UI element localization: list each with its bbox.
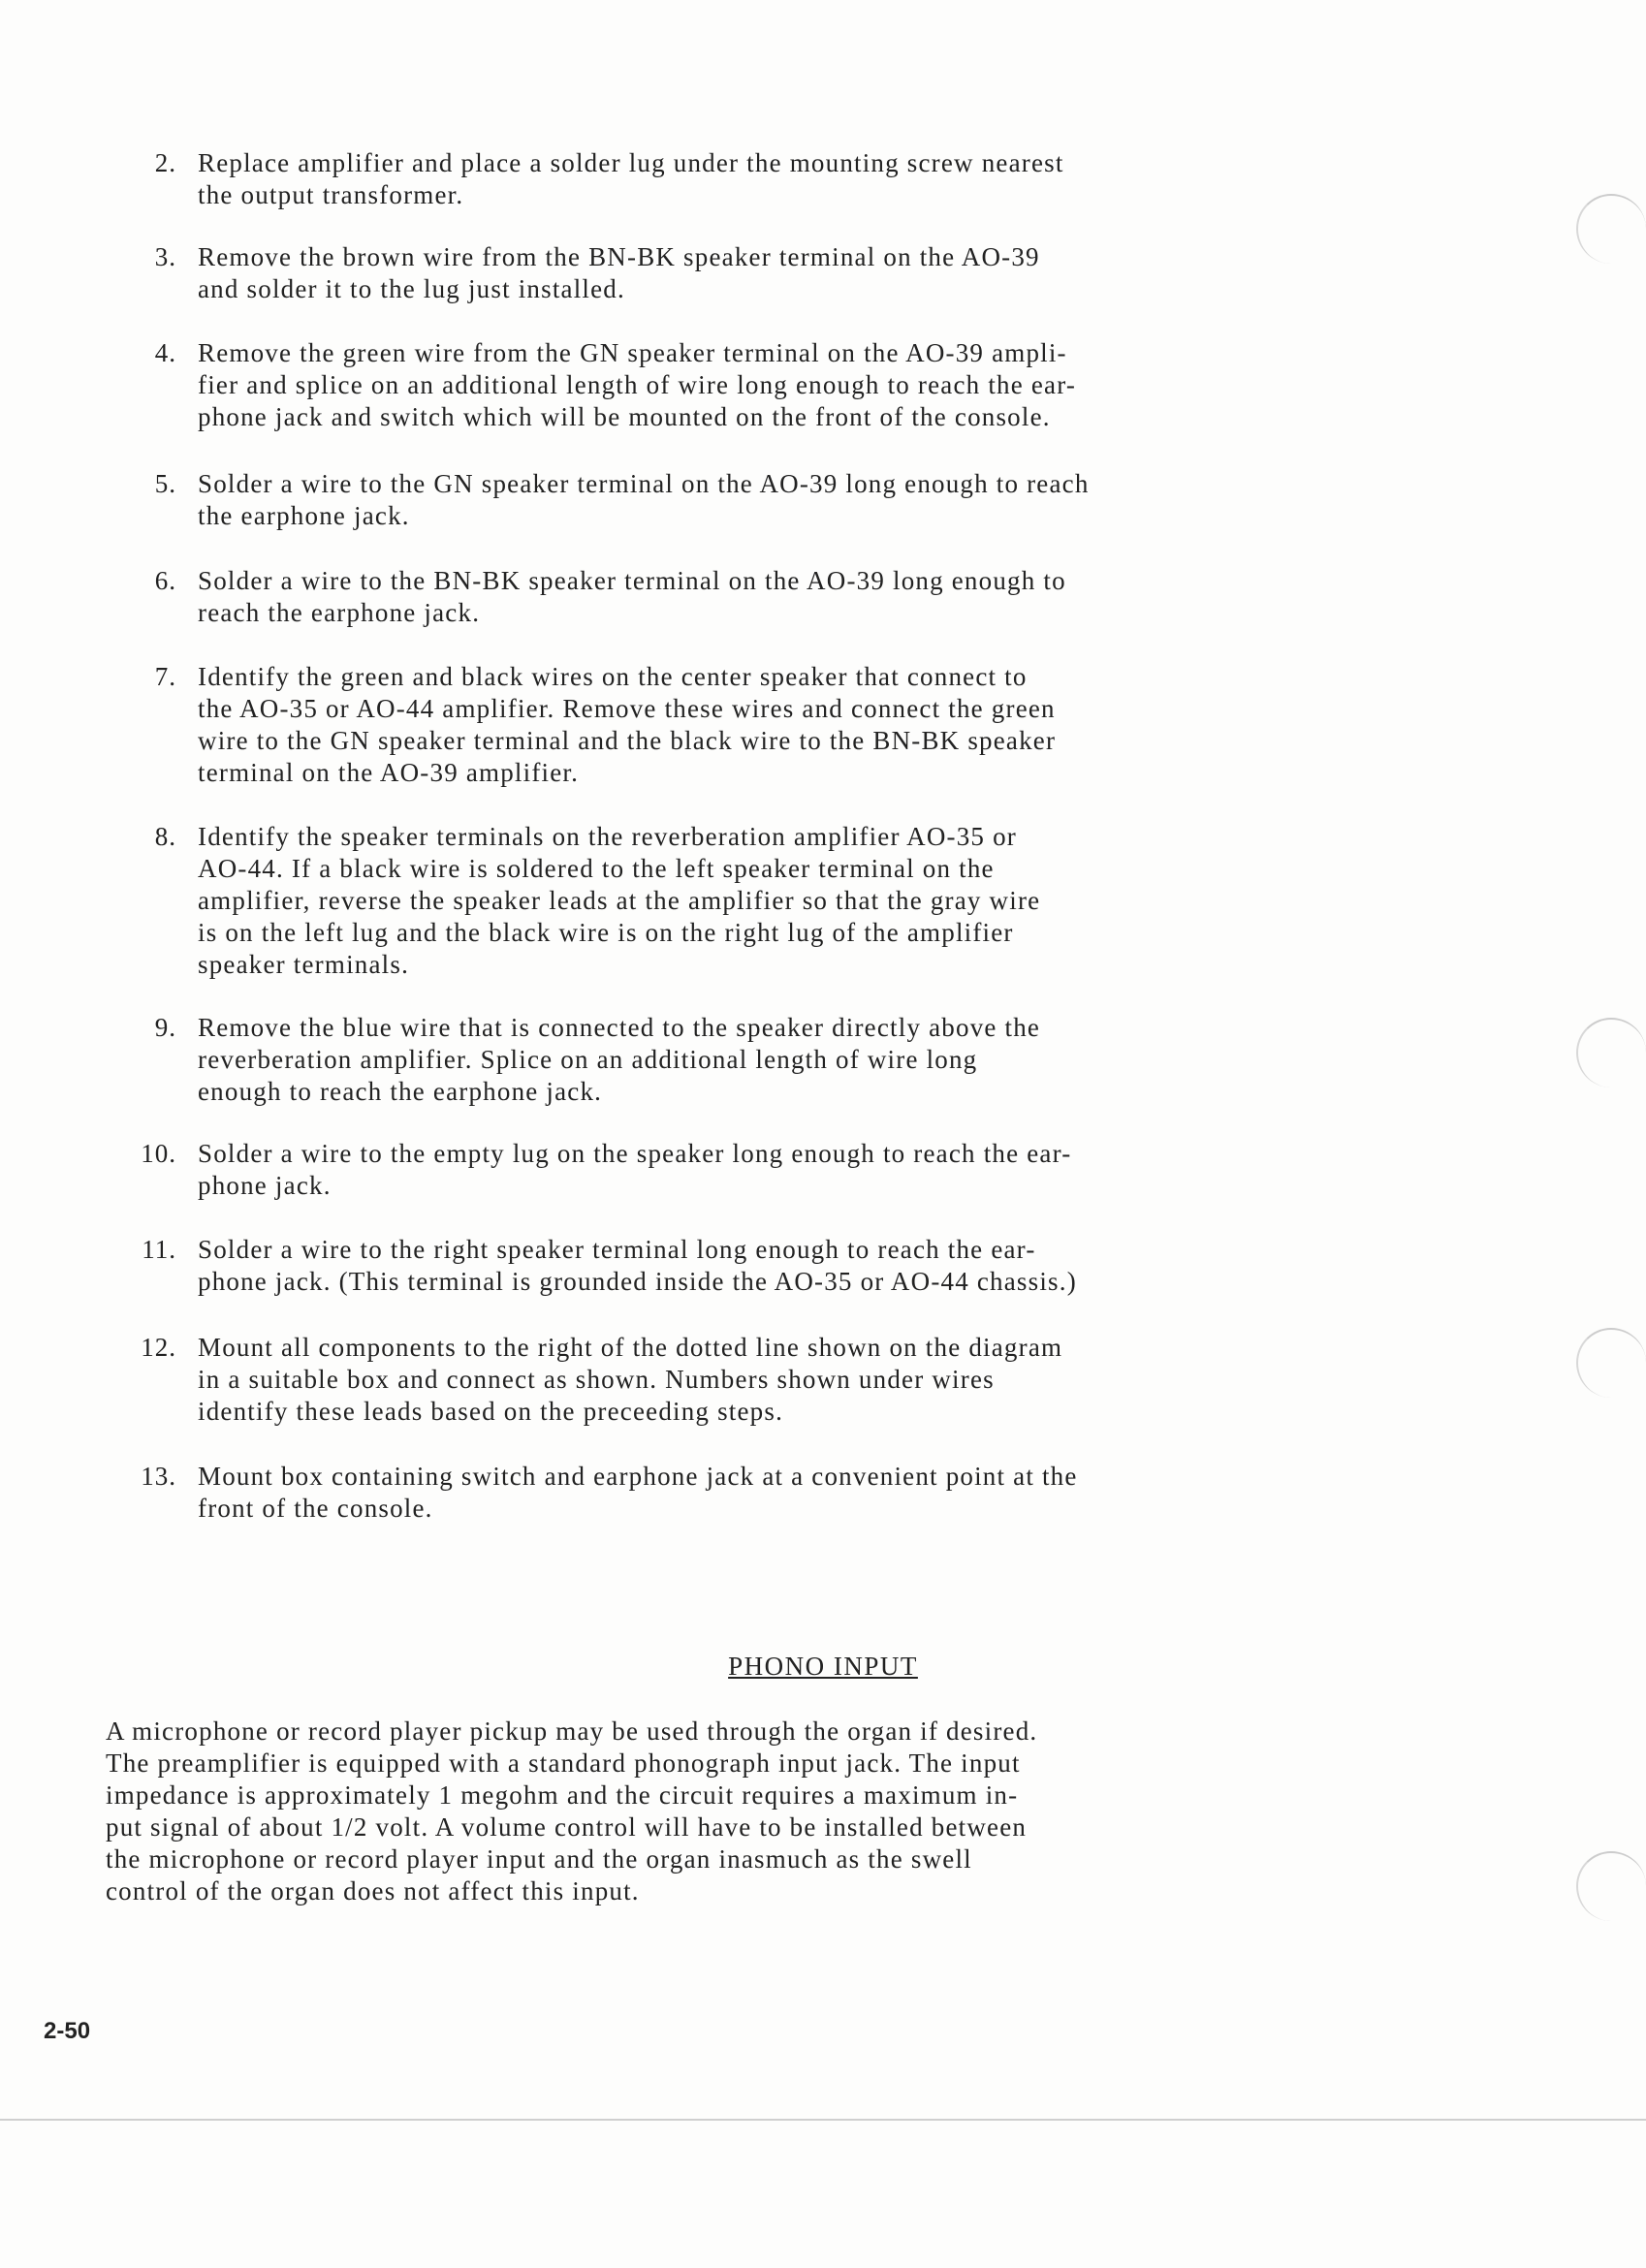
text-line: Solder a wire to the GN speaker terminal on the AO-39 long enough to reach <box>198 469 1090 498</box>
item-text <box>198 147 1477 211</box>
text-line: A microphone or record player pickup may be used through the organ if desired. <box>106 1717 1038 1746</box>
text-line: the AO-35 or AO-44 amplifier. Remove these wires and connect the green <box>198 694 1056 723</box>
section-heading: PHONO INPUT <box>728 1652 918 1681</box>
text-line: terminal on the AO-39 amplifier. <box>198 758 580 787</box>
item-number: 4. <box>154 338 176 367</box>
text-line: reverberation amplifier. Splice on an additional length of wire long <box>198 1045 978 1074</box>
text-line: Solder a wire to the BN-BK speaker terminal on the AO-39 long enough to <box>198 566 1066 595</box>
item-number: 3. <box>154 242 176 271</box>
binder-hole <box>1576 1851 1646 1921</box>
text-line: the microphone or record player input and the organ inasmuch as the swell <box>106 1844 972 1874</box>
text-line: Remove the blue wire that is connected to the speaker directly above the <box>198 1013 1041 1042</box>
text-line: wire to the GN speaker terminal and the black wire to the BN-BK speaker <box>198 726 1057 755</box>
text-line: Mount all components to the right of the dotted line shown on the diagram <box>198 1333 1063 1362</box>
text-line: Replace amplifier and place a solder lug under the mounting screw nearest <box>198 148 1064 177</box>
item-number: 10. <box>141 1139 176 1168</box>
text-line: is on the left lug and the black wire is on the right lug of the amplifier <box>198 918 1014 947</box>
text-line: speaker terminals. <box>198 950 410 979</box>
item-number: 7. <box>154 662 176 691</box>
text-line: Remove the brown wire from the BN-BK speaker terminal on the AO-39 <box>198 242 1040 271</box>
item-number: 6. <box>154 566 176 595</box>
text-line: Mount box containing switch and earphone jack at a convenient point at the <box>198 1462 1078 1491</box>
item-text <box>198 565 1477 629</box>
text-line: impedance is approximately 1 megohm and the circuit requires a maximum in- <box>106 1780 1019 1810</box>
page-number: 2-50 <box>44 2018 91 2044</box>
item-text <box>198 661 1477 789</box>
text-line: in a suitable box and connect as shown. Numbers shown under wires <box>198 1365 995 1394</box>
text-line: phone jack. (This terminal is grounded inside the AO-35 or AO-44 chassis.) <box>198 1267 1077 1296</box>
item-text <box>198 1234 1477 1298</box>
binder-hole <box>1576 194 1646 264</box>
text-line: amplifier, reverse the speaker leads at the amplifier so that the gray wire <box>198 886 1041 915</box>
item-number: 11. <box>142 1235 176 1264</box>
item-text <box>198 1332 1477 1428</box>
text-line: phone jack. <box>198 1171 332 1200</box>
text-line: The preamplifier is equipped with a standard phonograph input jack. The input <box>106 1748 1021 1778</box>
item-number: 9. <box>154 1013 176 1042</box>
item-number: 2. <box>154 148 176 177</box>
text-line: Identify the green and black wires on the center speaker that connect to <box>198 662 1028 691</box>
phono-input-paragraph <box>106 1716 1482 1907</box>
text-line: Solder a wire to the right speaker terminal long enough to reach the ear- <box>198 1235 1036 1264</box>
binder-hole <box>1576 1018 1646 1087</box>
page-edge-divider <box>0 2119 1646 2121</box>
item-number: 5. <box>154 469 176 498</box>
item-text <box>198 468 1477 532</box>
text-line: fier and splice on an additional length of wire long enough to reach the ear- <box>198 370 1077 399</box>
item-text <box>198 241 1477 305</box>
item-text <box>198 337 1477 433</box>
text-line: put signal of about 1/2 volt. A volume control will have to be installed between <box>106 1812 1028 1842</box>
text-line: enough to reach the earphone jack. <box>198 1077 603 1106</box>
text-line: AO-44. If a black wire is soldered to the left speaker terminal on the <box>198 854 995 883</box>
text-line: phone jack and switch which will be mounted on the front of the console. <box>198 402 1051 431</box>
item-text <box>198 1012 1477 1108</box>
text-line: the output transformer. <box>198 180 464 209</box>
item-text <box>198 821 1477 981</box>
text-line: and solder it to the lug just installed. <box>198 274 625 303</box>
text-line: Solder a wire to the empty lug on the speaker long enough to reach the ear- <box>198 1139 1072 1168</box>
text-line: reach the earphone jack. <box>198 598 481 627</box>
item-number: 13. <box>141 1462 176 1491</box>
text-line: Identify the speaker terminals on the reverberation amplifier AO-35 or <box>198 822 1017 851</box>
text-line: the earphone jack. <box>198 501 410 530</box>
item-text <box>198 1461 1477 1525</box>
text-line: control of the organ does not affect this input. <box>106 1876 640 1906</box>
text-line: front of the console. <box>198 1494 433 1523</box>
binder-hole <box>1576 1328 1646 1398</box>
text-line: identify these leads based on the preceeding steps. <box>198 1397 784 1426</box>
item-number: 8. <box>154 822 176 851</box>
item-number: 12. <box>141 1333 176 1362</box>
item-text <box>198 1138 1477 1202</box>
text-line: Remove the green wire from the GN speaker terminal on the AO-39 ampli- <box>198 338 1067 367</box>
